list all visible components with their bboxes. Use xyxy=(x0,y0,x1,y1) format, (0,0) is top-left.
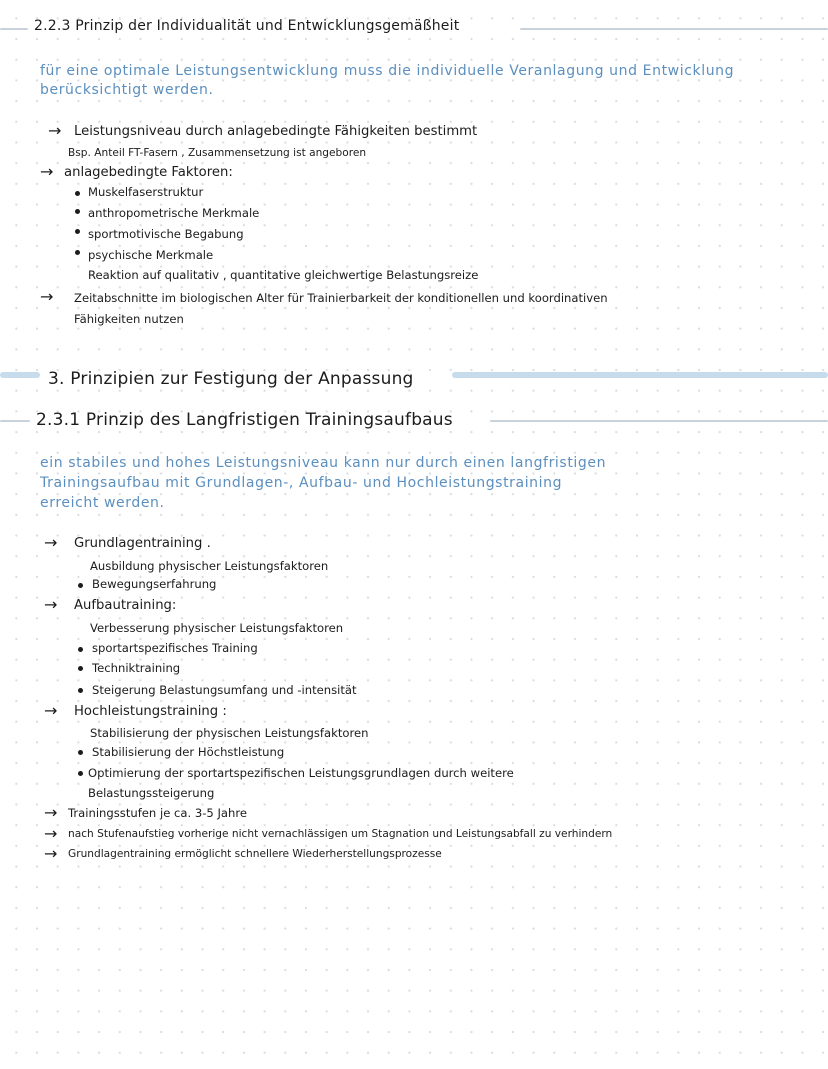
point-anlagebedingte-faktoren: anlagebedingte Faktoren: xyxy=(64,165,233,180)
point-leistungsniveau: Leistungsniveau durch anlagebedingte Fähigkeiten bestimmt xyxy=(74,124,478,139)
final-point: Grundlagentraining ermöglicht schnellere Wiederherstellungsprozesse xyxy=(68,848,442,860)
aufbautraining-bullet: Techniktraining xyxy=(92,661,181,675)
section-2-2-3-heading: 2.2.3 Prinzip der Individualität und Entwicklungsgemäßheit xyxy=(34,18,460,34)
hochleistungstraining-bullet: Optimierung der sportartspezifischen Leistungsgrundlagen durch weitere xyxy=(88,766,514,780)
highlight-bar-right xyxy=(452,372,828,378)
hochleistungstraining-bullet: Stabilisierung der Höchstleistung xyxy=(92,745,285,759)
definition-line-2: Trainingsaufbau mit Grundlagen-, Aufbau- und Hochleistungstraining xyxy=(40,475,563,491)
bullet-dot-icon xyxy=(75,229,80,234)
grundlagentraining-bullet: Bewegungserfahrung xyxy=(92,577,217,591)
arrow-icon: → xyxy=(44,803,58,822)
arrow-icon: → xyxy=(44,824,58,843)
hochleistungstraining-title: Hochleistungstraining : xyxy=(74,704,227,719)
hochleistungstraining-desc: Stabilisierung der physischen Leistungsfaktoren xyxy=(90,726,369,740)
bullet-dot-icon xyxy=(78,666,83,671)
grundlagentraining-title: Grundlagentraining . xyxy=(74,536,211,551)
grundlagentraining-desc: Ausbildung physischer Leistungsfaktoren xyxy=(90,559,329,573)
bullet-dot-icon xyxy=(78,688,83,693)
bullet-dot-icon xyxy=(78,647,83,652)
section-2-3-1-heading: 2.3.1 Prinzip des Langfristigen Trainingsaufbaus xyxy=(36,410,453,430)
bullet-dot-icon xyxy=(78,583,83,588)
arrow-icon: → xyxy=(40,162,54,181)
arrow-icon: → xyxy=(40,287,54,306)
aufbautraining-desc: Verbesserung physischer Leistungsfaktoren xyxy=(90,621,344,635)
factor-note: Reaktion auf qualitativ , quantitative gleichwertige Belastungsreize xyxy=(88,268,479,282)
definition-line-1: ein stabiles und hohes Leistungsniveau kann nur durch einen langfristigen xyxy=(40,455,607,471)
bullet-dot-icon xyxy=(75,250,80,255)
factor-item: Muskelfaserstruktur xyxy=(88,185,204,199)
final-point: nach Stufenaufstieg vorherige nicht vernachlässigen um Stagnation und Leistungsabfall zu verhindern xyxy=(68,828,613,840)
point-leistungsniveau-example: Bsp. Anteil FT-Fasern , Zusammensetzung ist angeboren xyxy=(68,147,367,159)
arrow-icon: → xyxy=(44,701,58,720)
heading-rule-right xyxy=(520,28,828,30)
bullet-dot-icon xyxy=(75,191,80,196)
definition-line-3: erreicht werden. xyxy=(40,495,165,511)
bullet-dot-icon xyxy=(78,750,83,755)
definition-line-2: berücksichtigt werden. xyxy=(40,82,214,98)
arrow-icon: → xyxy=(44,595,58,614)
arrow-icon: → xyxy=(44,844,58,863)
definition-line-1: für eine optimale Leistungsentwicklung muss die individuelle Veranlagung und Entwicklung xyxy=(40,63,735,79)
arrow-icon: → xyxy=(48,121,62,140)
point-zeitabschnitte-line-2: Fähigkeiten nutzen xyxy=(74,312,184,326)
factor-item: sportmotivische Begabung xyxy=(88,227,244,241)
arrow-icon: → xyxy=(44,533,58,552)
bullet-dot-icon xyxy=(75,209,80,214)
final-point: Trainingsstufen je ca. 3-5 Jahre xyxy=(68,806,247,820)
factor-item: psychische Merkmale xyxy=(88,248,214,262)
highlight-bar-left xyxy=(0,372,40,378)
factor-item: anthropometrische Merkmale xyxy=(88,206,260,220)
heading-rule-right xyxy=(490,420,828,422)
bullet-dot-icon xyxy=(78,771,83,776)
heading-rule-left xyxy=(0,28,28,30)
point-zeitabschnitte-line-1: Zeitabschnitte im biologischen Alter für Trainierbarkeit der konditionellen und koordinativen xyxy=(74,291,608,305)
heading-rule-left xyxy=(0,420,30,422)
hochleistungstraining-bullet-continued: Belastungssteigerung xyxy=(88,786,215,800)
aufbautraining-title: Aufbautraining: xyxy=(74,598,177,613)
aufbautraining-bullet: sportartspezifisches Training xyxy=(92,641,258,655)
section-3-heading: 3. Prinzipien zur Festigung der Anpassung xyxy=(48,369,414,389)
aufbautraining-bullet: Steigerung Belastungsumfang und -intensität xyxy=(92,683,357,697)
